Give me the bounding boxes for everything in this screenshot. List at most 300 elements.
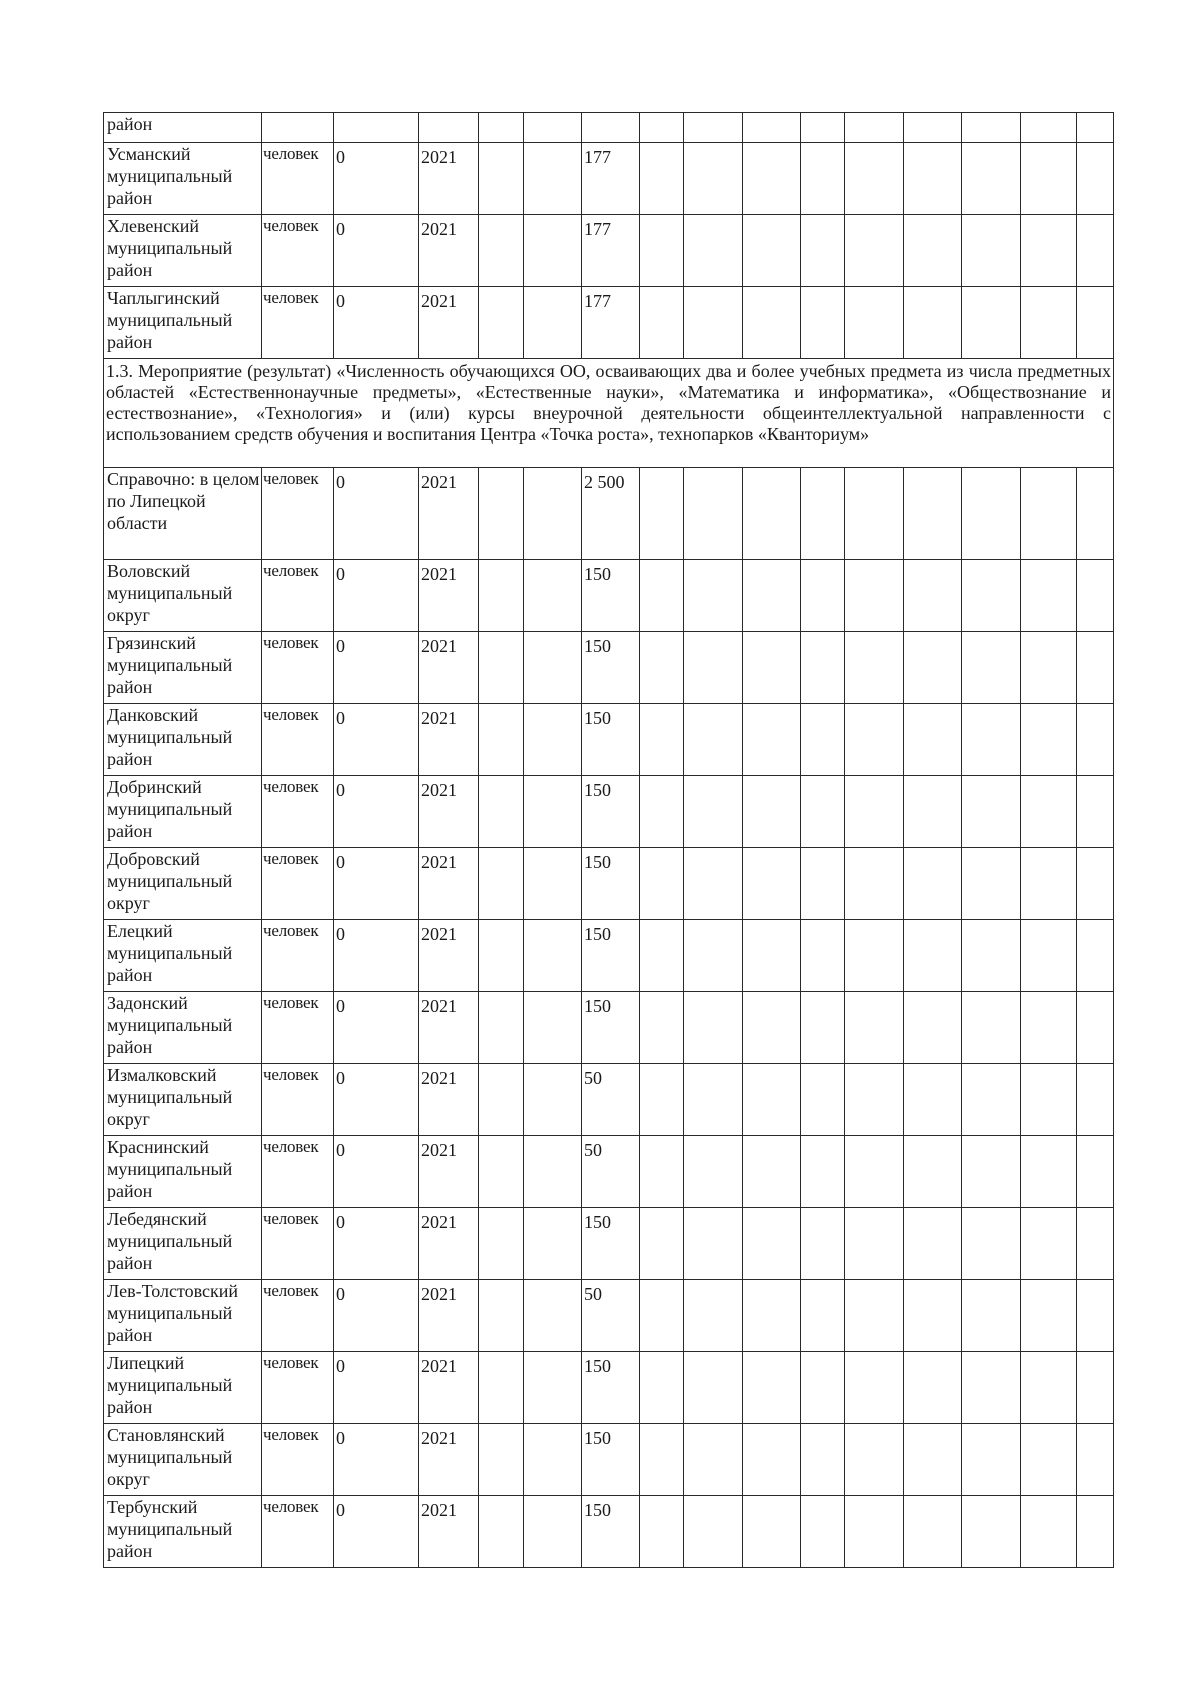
empty-cell bbox=[479, 848, 524, 920]
empty-cell bbox=[904, 848, 962, 920]
empty-cell bbox=[801, 468, 845, 560]
base-value-cell: 0 bbox=[334, 215, 419, 287]
empty-cell bbox=[1021, 1352, 1077, 1424]
empty-cell bbox=[962, 1496, 1021, 1568]
base-year-cell: 2021 bbox=[419, 1496, 479, 1568]
base-year-cell: 2021 bbox=[419, 1064, 479, 1136]
base-value-cell: 0 bbox=[334, 1064, 419, 1136]
empty-cell bbox=[479, 1280, 524, 1352]
empty-cell bbox=[684, 1208, 743, 1280]
base-value-cell bbox=[334, 113, 419, 143]
empty-cell bbox=[743, 468, 801, 560]
empty-cell bbox=[962, 143, 1021, 215]
empty-cell bbox=[845, 632, 904, 704]
empty-cell bbox=[845, 1064, 904, 1136]
unit-cell bbox=[262, 113, 334, 143]
empty-cell bbox=[684, 1064, 743, 1136]
unit-cell: человек bbox=[262, 920, 334, 992]
empty-cell bbox=[904, 143, 962, 215]
empty-cell bbox=[904, 1424, 962, 1496]
empty-cell bbox=[845, 1136, 904, 1208]
empty-cell bbox=[479, 632, 524, 704]
empty-cell bbox=[479, 1424, 524, 1496]
unit-cell: человек bbox=[262, 1136, 334, 1208]
base-value-cell: 0 bbox=[334, 1208, 419, 1280]
empty-cell bbox=[801, 1280, 845, 1352]
target-value-cell: 150 bbox=[582, 1352, 640, 1424]
table-row bbox=[104, 992, 1114, 1064]
unit-cell: человек bbox=[262, 143, 334, 215]
empty-cell bbox=[524, 776, 582, 848]
empty-cell bbox=[640, 1136, 684, 1208]
empty-cell bbox=[962, 113, 1021, 143]
municipality-name-cell: Измалковский муниципальный округ bbox=[104, 1064, 262, 1136]
empty-cell bbox=[801, 1496, 845, 1568]
target-value-cell: 150 bbox=[582, 992, 640, 1064]
unit-cell: человек bbox=[262, 992, 334, 1064]
empty-cell bbox=[640, 776, 684, 848]
empty-cell bbox=[640, 1280, 684, 1352]
table-row bbox=[104, 1424, 1114, 1496]
base-value-cell: 0 bbox=[334, 992, 419, 1064]
empty-cell bbox=[1077, 1064, 1114, 1136]
empty-cell bbox=[801, 215, 845, 287]
empty-cell bbox=[904, 560, 962, 632]
unit-cell: человек bbox=[262, 704, 334, 776]
empty-cell bbox=[684, 632, 743, 704]
empty-cell bbox=[962, 1208, 1021, 1280]
empty-cell bbox=[1021, 113, 1077, 143]
table-row bbox=[104, 848, 1114, 920]
empty-cell bbox=[845, 560, 904, 632]
empty-cell bbox=[524, 1136, 582, 1208]
municipality-name-cell: район bbox=[104, 113, 262, 143]
empty-cell bbox=[743, 287, 801, 359]
empty-cell bbox=[845, 848, 904, 920]
base-value-cell: 0 bbox=[334, 1136, 419, 1208]
empty-cell bbox=[801, 704, 845, 776]
empty-cell bbox=[1077, 143, 1114, 215]
empty-cell bbox=[962, 560, 1021, 632]
empty-cell bbox=[743, 560, 801, 632]
empty-cell bbox=[801, 1208, 845, 1280]
empty-cell bbox=[743, 1208, 801, 1280]
empty-cell bbox=[801, 992, 845, 1064]
empty-cell bbox=[962, 287, 1021, 359]
table-row bbox=[104, 1208, 1114, 1280]
empty-cell bbox=[684, 704, 743, 776]
empty-cell bbox=[904, 632, 962, 704]
empty-cell bbox=[1077, 1208, 1114, 1280]
empty-cell bbox=[845, 215, 904, 287]
empty-cell bbox=[479, 992, 524, 1064]
empty-cell bbox=[1077, 113, 1114, 143]
base-year-cell: 2021 bbox=[419, 1136, 479, 1208]
table-row bbox=[104, 1136, 1114, 1208]
municipality-name-cell: Справочно: в целом по Липецкой области bbox=[104, 468, 262, 560]
empty-cell bbox=[1021, 704, 1077, 776]
empty-cell bbox=[524, 1496, 582, 1568]
empty-cell bbox=[640, 848, 684, 920]
section-title: 1.3. Мероприятие (результат) «Численность обучающихся ОО, осваивающих два и более учебных предмета из числа предметных областей «Естественнонаучные предметы», «Естественные науки», «Математика и информатика», «Обществознание и естествознание», «Технология» и (или) курсы внеурочной деятельности общеинтеллектуальной направленности с использованием средств обучения и воспитания Центра «Точка роста», технопарков «Кванториум» bbox=[104, 359, 1114, 468]
empty-cell bbox=[743, 1496, 801, 1568]
empty-cell bbox=[743, 632, 801, 704]
base-value-cell: 0 bbox=[334, 560, 419, 632]
empty-cell bbox=[1077, 704, 1114, 776]
base-year-cell: 2021 bbox=[419, 632, 479, 704]
empty-cell bbox=[640, 1064, 684, 1136]
empty-cell bbox=[743, 215, 801, 287]
base-value-cell: 0 bbox=[334, 704, 419, 776]
empty-cell bbox=[845, 113, 904, 143]
empty-cell bbox=[1021, 848, 1077, 920]
empty-cell bbox=[684, 113, 743, 143]
base-year-cell: 2021 bbox=[419, 560, 479, 632]
table-body bbox=[104, 113, 1114, 1568]
base-value-cell: 0 bbox=[334, 632, 419, 704]
empty-cell bbox=[1077, 1352, 1114, 1424]
target-value-cell: 150 bbox=[582, 1208, 640, 1280]
empty-cell bbox=[479, 287, 524, 359]
empty-cell bbox=[684, 992, 743, 1064]
empty-cell bbox=[962, 1064, 1021, 1136]
empty-cell bbox=[1077, 1424, 1114, 1496]
unit-cell: человек bbox=[262, 287, 334, 359]
empty-cell bbox=[845, 776, 904, 848]
empty-cell bbox=[640, 992, 684, 1064]
base-year-cell: 2021 bbox=[419, 848, 479, 920]
base-year-cell: 2021 bbox=[419, 920, 479, 992]
empty-cell bbox=[684, 776, 743, 848]
empty-cell bbox=[1077, 992, 1114, 1064]
empty-cell bbox=[845, 1424, 904, 1496]
empty-cell bbox=[962, 215, 1021, 287]
target-value-cell bbox=[582, 113, 640, 143]
empty-cell bbox=[962, 704, 1021, 776]
empty-cell bbox=[684, 1280, 743, 1352]
target-value-cell: 150 bbox=[582, 776, 640, 848]
unit-cell: человек bbox=[262, 1496, 334, 1568]
empty-cell bbox=[801, 776, 845, 848]
target-value-cell: 177 bbox=[582, 215, 640, 287]
empty-cell bbox=[743, 920, 801, 992]
empty-cell bbox=[904, 992, 962, 1064]
unit-cell: человек bbox=[262, 1280, 334, 1352]
empty-cell bbox=[684, 560, 743, 632]
municipality-name-cell: Липецкий муниципальный район bbox=[104, 1352, 262, 1424]
empty-cell bbox=[479, 113, 524, 143]
empty-cell bbox=[1077, 560, 1114, 632]
empty-cell bbox=[904, 1208, 962, 1280]
municipality-name-cell: Лебедянский муниципальный район bbox=[104, 1208, 262, 1280]
empty-cell bbox=[962, 1352, 1021, 1424]
empty-cell bbox=[962, 1280, 1021, 1352]
municipality-name-cell: Данковский муниципальный район bbox=[104, 704, 262, 776]
empty-cell bbox=[479, 1136, 524, 1208]
empty-cell bbox=[1021, 632, 1077, 704]
empty-cell bbox=[524, 113, 582, 143]
empty-cell bbox=[962, 920, 1021, 992]
empty-cell bbox=[845, 143, 904, 215]
table-row bbox=[104, 1496, 1114, 1568]
target-value-cell: 50 bbox=[582, 1136, 640, 1208]
municipality-name-cell: Лев-Толстовский муниципальный район bbox=[104, 1280, 262, 1352]
empty-cell bbox=[524, 287, 582, 359]
empty-cell bbox=[479, 1064, 524, 1136]
empty-cell bbox=[524, 704, 582, 776]
empty-cell bbox=[1077, 1136, 1114, 1208]
target-value-cell: 150 bbox=[582, 848, 640, 920]
empty-cell bbox=[801, 287, 845, 359]
empty-cell bbox=[1021, 1136, 1077, 1208]
empty-cell bbox=[1021, 920, 1077, 992]
empty-cell bbox=[524, 1064, 582, 1136]
empty-cell bbox=[845, 920, 904, 992]
unit-cell: человек bbox=[262, 1064, 334, 1136]
empty-cell bbox=[479, 560, 524, 632]
empty-cell bbox=[524, 1280, 582, 1352]
empty-cell bbox=[479, 1208, 524, 1280]
empty-cell bbox=[845, 704, 904, 776]
base-value-cell: 0 bbox=[334, 287, 419, 359]
empty-cell bbox=[801, 632, 845, 704]
base-year-cell: 2021 bbox=[419, 215, 479, 287]
empty-cell bbox=[1077, 776, 1114, 848]
target-value-cell: 50 bbox=[582, 1064, 640, 1136]
target-value-cell: 2 500 bbox=[582, 468, 640, 560]
empty-cell bbox=[1021, 1064, 1077, 1136]
empty-cell bbox=[743, 143, 801, 215]
empty-cell bbox=[524, 1208, 582, 1280]
target-value-cell: 150 bbox=[582, 560, 640, 632]
empty-cell bbox=[1077, 215, 1114, 287]
empty-cell bbox=[640, 1496, 684, 1568]
empty-cell bbox=[479, 920, 524, 992]
base-value-cell: 0 bbox=[334, 1496, 419, 1568]
empty-cell bbox=[524, 920, 582, 992]
empty-cell bbox=[1021, 1208, 1077, 1280]
municipality-name-cell: Чаплыгинский муниципальный район bbox=[104, 287, 262, 359]
unit-cell: человек bbox=[262, 215, 334, 287]
empty-cell bbox=[962, 632, 1021, 704]
empty-cell bbox=[640, 143, 684, 215]
empty-cell bbox=[904, 1496, 962, 1568]
base-year-cell: 2021 bbox=[419, 287, 479, 359]
empty-cell bbox=[1021, 560, 1077, 632]
empty-cell bbox=[845, 1280, 904, 1352]
empty-cell bbox=[904, 1352, 962, 1424]
empty-cell bbox=[904, 215, 962, 287]
empty-cell bbox=[684, 143, 743, 215]
target-value-cell: 150 bbox=[582, 704, 640, 776]
municipality-name-cell: Добровский муниципальный округ bbox=[104, 848, 262, 920]
empty-cell bbox=[845, 287, 904, 359]
empty-cell bbox=[524, 215, 582, 287]
empty-cell bbox=[845, 992, 904, 1064]
empty-cell bbox=[1021, 776, 1077, 848]
empty-cell bbox=[684, 287, 743, 359]
base-value-cell: 0 bbox=[334, 920, 419, 992]
empty-cell bbox=[962, 992, 1021, 1064]
empty-cell bbox=[1021, 215, 1077, 287]
base-value-cell: 0 bbox=[334, 468, 419, 560]
empty-cell bbox=[1021, 287, 1077, 359]
municipality-name-cell: Задонский муниципальный район bbox=[104, 992, 262, 1064]
empty-cell bbox=[904, 1136, 962, 1208]
base-value-cell: 0 bbox=[334, 776, 419, 848]
empty-cell bbox=[479, 143, 524, 215]
empty-cell bbox=[1077, 632, 1114, 704]
empty-cell bbox=[743, 1424, 801, 1496]
empty-cell bbox=[1021, 468, 1077, 560]
table-row bbox=[104, 776, 1114, 848]
base-year-cell: 2021 bbox=[419, 776, 479, 848]
unit-cell: человек bbox=[262, 632, 334, 704]
empty-cell bbox=[801, 1064, 845, 1136]
empty-cell bbox=[801, 1136, 845, 1208]
base-year-cell: 2021 bbox=[419, 1208, 479, 1280]
table-row bbox=[104, 468, 1114, 560]
empty-cell bbox=[801, 1424, 845, 1496]
base-year-cell: 2021 bbox=[419, 1424, 479, 1496]
empty-cell bbox=[1021, 992, 1077, 1064]
empty-cell bbox=[1077, 920, 1114, 992]
empty-cell bbox=[640, 113, 684, 143]
unit-cell: человек bbox=[262, 1208, 334, 1280]
municipality-name-cell: Усманский муниципальный район bbox=[104, 143, 262, 215]
table-row bbox=[104, 632, 1114, 704]
empty-cell bbox=[684, 848, 743, 920]
target-value-cell: 150 bbox=[582, 1496, 640, 1568]
municipality-name-cell: Воловский муниципальный округ bbox=[104, 560, 262, 632]
base-year-cell: 2021 bbox=[419, 143, 479, 215]
empty-cell bbox=[1021, 1280, 1077, 1352]
unit-cell: человек bbox=[262, 468, 334, 560]
base-year-cell: 2021 bbox=[419, 468, 479, 560]
empty-cell bbox=[684, 1424, 743, 1496]
empty-cell bbox=[524, 143, 582, 215]
table-row bbox=[104, 287, 1114, 359]
empty-cell bbox=[962, 776, 1021, 848]
municipality-name-cell: Тербунский муниципальный район bbox=[104, 1496, 262, 1568]
empty-cell bbox=[743, 113, 801, 143]
municipality-name-cell: Грязинский муниципальный район bbox=[104, 632, 262, 704]
empty-cell bbox=[845, 1208, 904, 1280]
empty-cell bbox=[904, 776, 962, 848]
empty-cell bbox=[524, 560, 582, 632]
target-value-cell: 177 bbox=[582, 143, 640, 215]
table-row bbox=[104, 920, 1114, 992]
empty-cell bbox=[640, 287, 684, 359]
municipality-name-cell: Добринский муниципальный район bbox=[104, 776, 262, 848]
empty-cell bbox=[640, 1424, 684, 1496]
empty-cell bbox=[801, 920, 845, 992]
table-row bbox=[104, 704, 1114, 776]
target-value-cell: 177 bbox=[582, 287, 640, 359]
table-row bbox=[104, 143, 1114, 215]
empty-cell bbox=[962, 1424, 1021, 1496]
unit-cell: человек bbox=[262, 776, 334, 848]
table-row bbox=[104, 113, 1114, 143]
section-row bbox=[104, 359, 1114, 468]
unit-cell: человек bbox=[262, 1352, 334, 1424]
empty-cell bbox=[743, 992, 801, 1064]
empty-cell bbox=[524, 992, 582, 1064]
empty-cell bbox=[743, 776, 801, 848]
empty-cell bbox=[962, 468, 1021, 560]
empty-cell bbox=[962, 848, 1021, 920]
empty-cell bbox=[845, 468, 904, 560]
empty-cell bbox=[479, 1496, 524, 1568]
empty-cell bbox=[743, 704, 801, 776]
empty-cell bbox=[684, 215, 743, 287]
table-row bbox=[104, 1352, 1114, 1424]
base-year-cell bbox=[419, 113, 479, 143]
empty-cell bbox=[1077, 1496, 1114, 1568]
empty-cell bbox=[801, 143, 845, 215]
base-year-cell: 2021 bbox=[419, 704, 479, 776]
empty-cell bbox=[743, 1352, 801, 1424]
empty-cell bbox=[479, 776, 524, 848]
base-year-cell: 2021 bbox=[419, 1352, 479, 1424]
empty-cell bbox=[479, 468, 524, 560]
empty-cell bbox=[1021, 1496, 1077, 1568]
empty-cell bbox=[1021, 1424, 1077, 1496]
empty-cell bbox=[845, 1496, 904, 1568]
empty-cell bbox=[801, 113, 845, 143]
table-row bbox=[104, 215, 1114, 287]
empty-cell bbox=[743, 848, 801, 920]
empty-cell bbox=[479, 1352, 524, 1424]
empty-cell bbox=[640, 468, 684, 560]
target-value-cell: 150 bbox=[582, 1424, 640, 1496]
empty-cell bbox=[684, 1352, 743, 1424]
empty-cell bbox=[1077, 287, 1114, 359]
target-value-cell: 50 bbox=[582, 1280, 640, 1352]
municipality-name-cell: Хлевенский муниципальный район bbox=[104, 215, 262, 287]
empty-cell bbox=[479, 215, 524, 287]
table-row bbox=[104, 560, 1114, 632]
empty-cell bbox=[524, 1352, 582, 1424]
target-value-cell: 150 bbox=[582, 632, 640, 704]
table-row bbox=[104, 1280, 1114, 1352]
empty-cell bbox=[684, 468, 743, 560]
empty-cell bbox=[1077, 848, 1114, 920]
base-year-cell: 2021 bbox=[419, 1280, 479, 1352]
empty-cell bbox=[640, 1352, 684, 1424]
base-value-cell: 0 bbox=[334, 1352, 419, 1424]
empty-cell bbox=[904, 113, 962, 143]
empty-cell bbox=[904, 920, 962, 992]
empty-cell bbox=[1021, 143, 1077, 215]
empty-cell bbox=[801, 848, 845, 920]
target-value-cell: 150 bbox=[582, 920, 640, 992]
base-value-cell: 0 bbox=[334, 1280, 419, 1352]
empty-cell bbox=[743, 1064, 801, 1136]
empty-cell bbox=[962, 1136, 1021, 1208]
municipality-name-cell: Становлянский муниципальный округ bbox=[104, 1424, 262, 1496]
empty-cell bbox=[904, 287, 962, 359]
empty-cell bbox=[640, 632, 684, 704]
base-value-cell: 0 bbox=[334, 848, 419, 920]
empty-cell bbox=[684, 1136, 743, 1208]
empty-cell bbox=[640, 704, 684, 776]
unit-cell: человек bbox=[262, 1424, 334, 1496]
table-row bbox=[104, 1064, 1114, 1136]
empty-cell bbox=[684, 1496, 743, 1568]
empty-cell bbox=[479, 704, 524, 776]
empty-cell bbox=[801, 1352, 845, 1424]
